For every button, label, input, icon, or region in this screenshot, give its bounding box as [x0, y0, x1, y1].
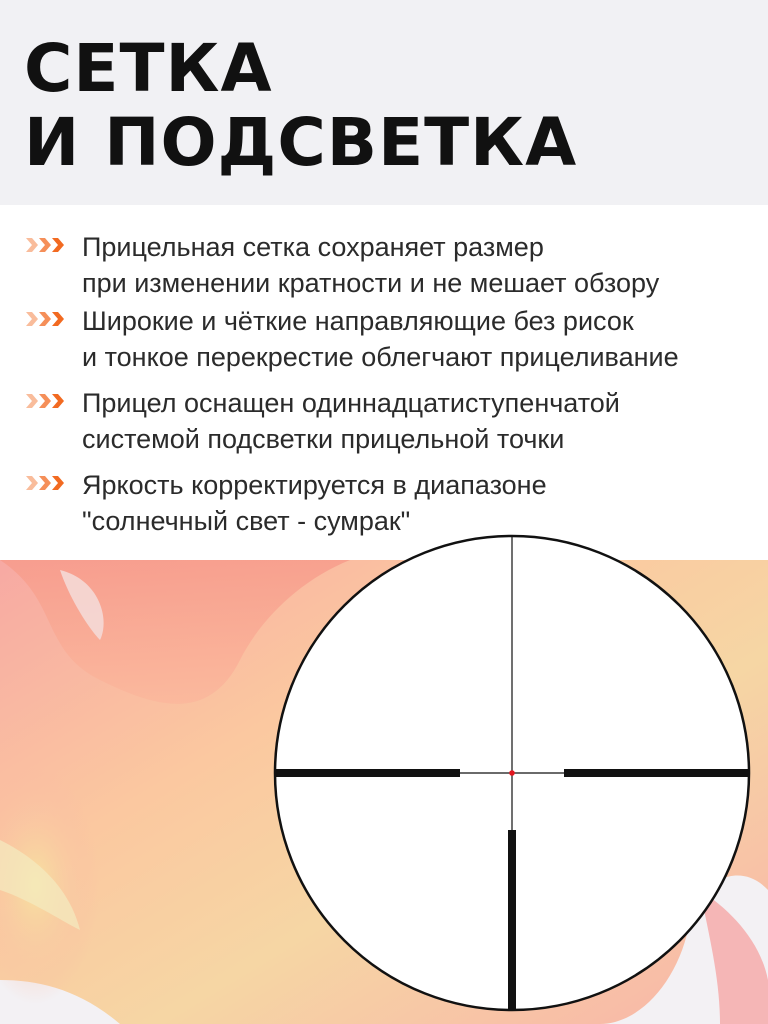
- feature-line: системой подсветки прицельной точки: [82, 424, 565, 454]
- title-line-1: СЕТКА: [24, 30, 273, 107]
- feature-line: Прицельная сетка сохраняет размер: [82, 232, 544, 262]
- feature-line: при изменении кратности и не мешает обзору: [82, 268, 660, 298]
- feature-line: "солнечный свет - сумрак": [82, 506, 411, 536]
- feature-line: Прицел оснащен одиннадцатиступенчатой: [82, 388, 620, 418]
- feature-line: Широкие и чёткие направляющие без рисок: [82, 306, 634, 336]
- reticle-left-post: [276, 769, 460, 777]
- feature-line: Яркость корректируется в диапазоне: [82, 470, 547, 500]
- feature-line: и тонкое перекрестие облегчают прицеливание: [82, 342, 679, 372]
- reticle-illuminated-dot: [509, 770, 515, 776]
- reticle-right-post: [564, 769, 750, 777]
- reticle-bottom-post: [508, 830, 516, 1011]
- title-line-2: И ПОДСВЕТКА: [24, 104, 578, 181]
